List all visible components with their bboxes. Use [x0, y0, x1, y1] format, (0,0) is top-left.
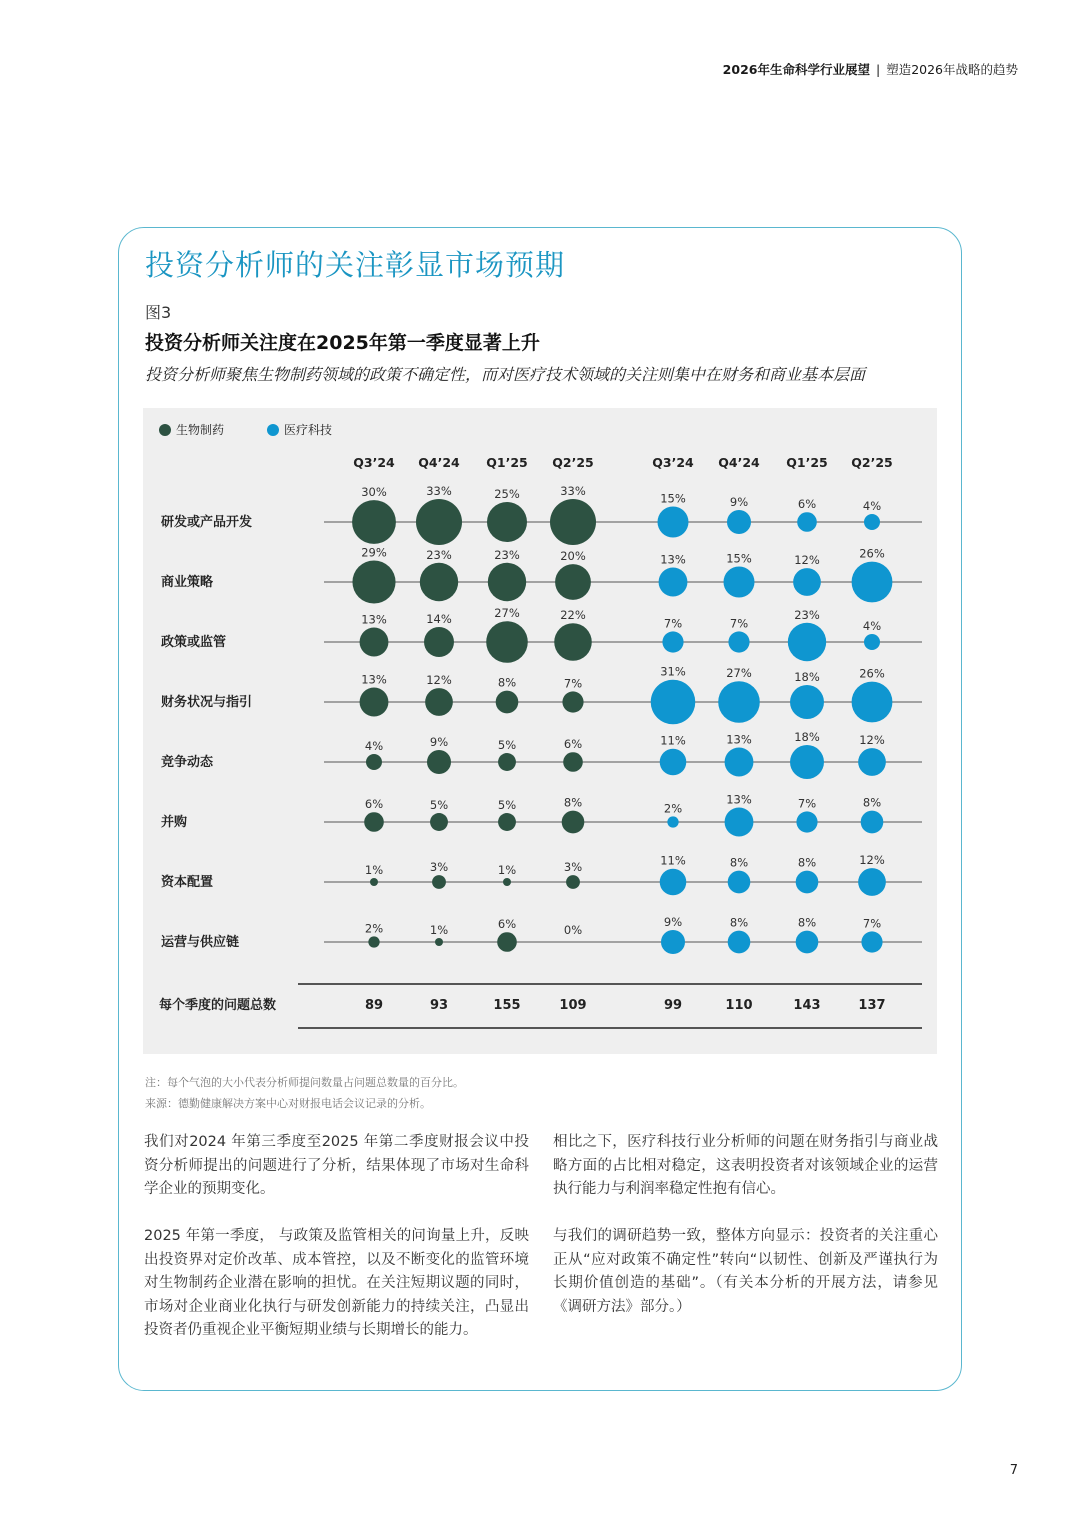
quarter-header: Q3’24 [353, 455, 395, 470]
data-label: 7% [862, 916, 882, 931]
chart-panel [143, 408, 937, 1054]
data-label: 23% [794, 607, 820, 622]
body-paragraph: 相比之下，医疗科技行业分析师的问题在财务指引与商业战略方面的占比相对稳定，这表明投资者对该领域企业的运营执行能力与利润率稳定性抱有信心。 [553, 1134, 938, 1197]
legend-marker [267, 424, 279, 436]
data-label: 7% [729, 616, 749, 631]
data-label: 5% [497, 798, 517, 813]
data-label: 4% [862, 618, 882, 633]
chart-source: 来源：德勤健康解决方案中心对财报电话会议记录的分析。 [145, 1097, 431, 1110]
data-bubble [562, 691, 583, 712]
data-label: 12% [859, 853, 885, 868]
data-label: 30% [361, 485, 387, 500]
data-bubble [563, 752, 583, 772]
data-label: 8% [797, 915, 817, 930]
body-paragraph: 2025 年第一季度， 与政策及监管相关的问询量上升，反映出投资界对定价改革、成本管控，以及不断变化的监管环境对生物制药企业潜在影响的担忧。在关注短期议题的同时，市场对企业商业化执行与研发创新能力的持续关注，凸显出投资者仍重视企业平衡短期业绩与长期增长的能力。 [144, 1228, 529, 1338]
data-label: 4% [364, 738, 384, 753]
data-label: 20% [560, 549, 586, 564]
data-bubble [796, 871, 819, 894]
quarter-header: Q4’24 [718, 455, 760, 470]
data-bubble [430, 813, 448, 831]
data-bubble [660, 869, 687, 896]
data-bubble [861, 811, 884, 834]
data-bubble [790, 745, 824, 779]
data-label: 12% [859, 733, 885, 748]
category-label: 政策或监管 [161, 635, 227, 650]
data-bubble [550, 499, 596, 545]
data-label: 31% [660, 664, 686, 679]
category-label: 并购 [161, 815, 188, 830]
data-bubble [793, 568, 821, 596]
data-bubble [796, 931, 819, 954]
total-value: 93 [429, 998, 449, 1013]
data-label: 6% [497, 917, 517, 932]
data-label: 33% [560, 484, 586, 498]
total-value: 109 [559, 998, 587, 1013]
data-bubble [725, 748, 754, 777]
data-label: 8% [862, 795, 882, 810]
data-label: 9% [663, 914, 683, 929]
total-value: 143 [793, 998, 821, 1013]
body-paragraph: 我们对2024 年第三季度至2025 年第二季度财报会议中投资分析师提出的问题进行了分析，结果体现了市场对生命科学企业的预期变化。 [144, 1134, 529, 1197]
data-bubble [728, 871, 751, 894]
data-label: 12% [426, 673, 452, 688]
data-label: 0% [563, 923, 583, 937]
data-label: 13% [660, 552, 686, 567]
legend-label: 生物制药 [176, 423, 225, 437]
data-bubble [660, 749, 687, 776]
data-label: 1% [364, 862, 384, 877]
category-label: 运营与供应链 [161, 935, 240, 950]
data-bubble [858, 748, 886, 776]
quarter-header: Q2’25 [552, 455, 594, 470]
data-bubble [424, 627, 454, 657]
report-header [723, 60, 1018, 78]
data-label: 23% [426, 547, 452, 562]
data-bubble [352, 500, 396, 544]
data-bubble [498, 753, 516, 771]
quarter-header: Q4’24 [418, 455, 460, 470]
data-bubble [864, 514, 880, 530]
data-label: 6% [364, 797, 384, 812]
data-label: 11% [660, 853, 686, 868]
data-label: 15% [660, 491, 686, 506]
data-label: 3% [429, 860, 449, 875]
data-bubble [725, 808, 754, 837]
data-bubble [651, 680, 696, 725]
body-paragraph: 与我们的调研趋势一致，整体方向显示：投资者的关注重心正从“应对政策不确定性”转向“以韧性、创新及严谨执行为长期价值创造的基础”。（有关本分析的开展方法，请参见《调研方法》部分。） [553, 1228, 938, 1315]
data-bubble [562, 811, 585, 834]
figure-title: 投资分析师关注度在2025年第一季度显著上升 [145, 332, 540, 354]
data-bubble [416, 499, 462, 545]
data-label: 1% [429, 922, 449, 937]
total-value: 89 [364, 998, 384, 1013]
data-label: 13% [726, 792, 752, 807]
data-bubble [486, 621, 528, 663]
data-label: 26% [859, 546, 885, 561]
figure-subtitle: 投资分析师聚焦生物制药领域的政策不确定性，而对医疗技术领域的关注则集中在财务和商业基本层面 [145, 365, 866, 384]
data-bubble [498, 813, 516, 831]
data-label: 22% [560, 608, 586, 623]
data-label: 6% [797, 497, 817, 512]
data-bubble [718, 681, 760, 723]
data-label: 3% [563, 860, 583, 875]
data-label: 23% [494, 547, 520, 562]
data-label: 4% [862, 498, 882, 513]
report-subtitle: 塑造2026年战略的趋势 [886, 62, 1018, 77]
legend-marker [159, 424, 171, 436]
data-label: 13% [361, 672, 387, 687]
data-bubble [852, 562, 893, 603]
data-label: 13% [726, 732, 752, 747]
data-label: 7% [563, 676, 583, 691]
bubble-chart [143, 408, 937, 1054]
data-label: 8% [563, 795, 583, 810]
data-label: 8% [729, 915, 749, 930]
data-bubble [796, 811, 817, 832]
data-bubble [728, 631, 749, 652]
data-bubble [352, 560, 395, 603]
data-label: 26% [859, 666, 885, 681]
data-bubble [790, 685, 824, 719]
data-label: 14% [426, 612, 452, 627]
data-bubble [554, 623, 592, 661]
data-bubble [496, 691, 519, 714]
data-bubble [728, 931, 751, 954]
total-value: 110 [725, 998, 753, 1013]
data-bubble [425, 688, 453, 716]
body-right-column [553, 1131, 938, 1343]
data-bubble [488, 563, 526, 601]
data-bubble [861, 931, 882, 952]
data-label: 27% [726, 666, 752, 681]
data-bubble [370, 878, 378, 886]
data-bubble [788, 623, 826, 661]
data-bubble [497, 932, 517, 952]
data-bubble [366, 754, 382, 770]
category-label: 研发或产品开发 [161, 515, 253, 530]
data-bubble [368, 936, 379, 947]
data-label: 2% [364, 921, 384, 936]
category-label: 资本配置 [161, 875, 214, 890]
data-label: 18% [794, 730, 820, 745]
data-bubble [659, 568, 688, 597]
data-bubble [360, 628, 389, 657]
data-label: 7% [797, 796, 817, 811]
data-label: 15% [726, 551, 752, 566]
chart-note: 注：每个气泡的大小代表分析师提问数量占问题总数量的百分比。 [145, 1076, 464, 1089]
section-title: 投资分析师的关注彰显市场预期 [145, 248, 566, 282]
data-bubble [864, 634, 880, 650]
totals-label: 每个季度的问题总数 [159, 998, 277, 1013]
quarter-header: Q3’24 [652, 455, 694, 470]
total-value: 155 [493, 998, 521, 1013]
data-label: 9% [429, 734, 449, 749]
data-label: 8% [497, 675, 517, 690]
data-bubble [727, 510, 751, 534]
data-bubble [503, 878, 511, 886]
figure-label: 图3 [145, 303, 172, 322]
data-label: 8% [729, 855, 749, 870]
quarter-header: Q1’25 [486, 455, 528, 470]
data-bubble [435, 938, 443, 946]
data-bubble [662, 631, 683, 652]
data-bubble [661, 930, 685, 954]
header-separator: | [875, 62, 881, 77]
data-label: 25% [494, 486, 520, 501]
data-label: 5% [497, 738, 517, 753]
report-title: 2026年生命科学行业展望 [722, 62, 870, 77]
legend-label: 医疗科技 [284, 423, 333, 437]
body-left-column [144, 1131, 529, 1366]
data-label: 12% [794, 553, 820, 568]
data-bubble [487, 502, 527, 542]
page-number: 7 [1009, 1463, 1018, 1478]
data-label: 7% [663, 616, 683, 631]
category-label: 财务状况与指引 [161, 695, 253, 710]
data-label: 18% [794, 670, 820, 685]
total-value: 137 [858, 998, 886, 1013]
data-label: 8% [797, 855, 817, 870]
data-label: 33% [426, 484, 452, 498]
data-bubble [432, 875, 446, 889]
data-bubble [364, 812, 384, 832]
data-label: 27% [494, 606, 520, 621]
data-bubble [657, 506, 688, 537]
data-bubble [566, 875, 580, 889]
data-label: 11% [660, 733, 686, 748]
data-label: 9% [729, 494, 749, 509]
data-label: 13% [361, 612, 387, 627]
data-bubble [797, 512, 817, 532]
data-bubble [427, 750, 451, 774]
data-label: 2% [663, 801, 683, 816]
category-label: 商业策略 [161, 575, 214, 590]
category-label: 竞争动态 [161, 755, 214, 770]
data-label: 6% [563, 737, 583, 752]
quarter-header: Q2’25 [851, 455, 893, 470]
data-bubble [852, 682, 893, 723]
data-bubble [555, 564, 591, 600]
data-bubble [667, 816, 678, 827]
data-label: 29% [361, 545, 387, 560]
data-bubble [858, 868, 886, 896]
data-bubble [420, 563, 458, 601]
data-bubble [360, 688, 389, 717]
data-label: 1% [497, 862, 517, 877]
data-bubble [723, 566, 754, 597]
total-value: 99 [663, 998, 683, 1013]
quarter-header: Q1’25 [786, 455, 828, 470]
data-label: 5% [429, 798, 449, 813]
chart-notes [145, 1072, 464, 1114]
